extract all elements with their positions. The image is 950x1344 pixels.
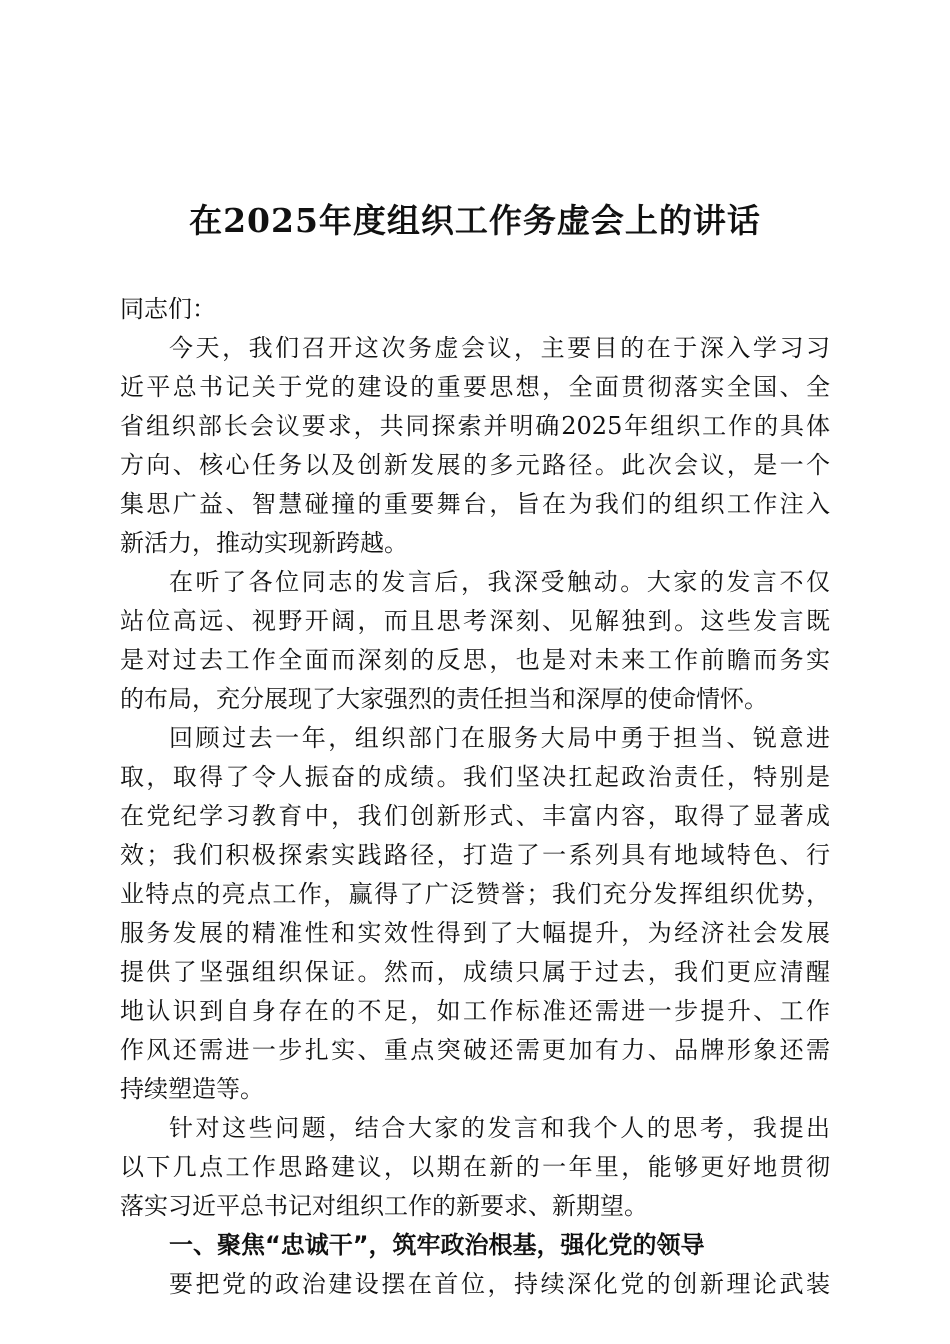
section-heading: 一、聚焦“忠诚干”，筑牢政治根基，强化党的领导 [169,1231,705,1259]
paragraph-line: 持续塑造等。 [120,1075,264,1103]
document-title: 在2025年度组织工作务虚会上的讲话 [189,201,761,240]
paragraph-line: 今天，我们召开这次务虚会议，主要目的在于深入学习习 [169,334,830,362]
paragraph-line: 以下几点工作思路建议，以期在新的一年里，能够更好地贯彻 [120,1153,830,1181]
paragraph-line: 地认识到自身存在的不足，如工作标准还需进一步提升、工作 [120,997,830,1025]
paragraph-line: 要把党的政治建设摆在首位，持续深化党的创新理论武装 [169,1270,830,1298]
paragraph-line: 近平总书记关于党的建设的重要思想，全面贯彻落实全国、全 [120,373,830,401]
paragraph-line: 提供了坚强组织保证。然而，成绩只属于过去，我们更应清醒 [120,958,830,986]
paragraph-line: 在党纪学习教育中，我们创新形式、丰富内容，取得了显著成 [120,802,830,830]
paragraph-line: 效；我们积极探索实践路径，打造了一系列具有地域特色、行 [120,841,830,869]
paragraph-line: 新活力，推动实现新跨越。 [120,529,408,557]
document-body [120,290,830,1304]
paragraph-line: 是对过去工作全面而深刻的反思，也是对未来工作前瞻而务实 [120,646,830,674]
paragraph-line: 回顾过去一年，组织部门在服务大局中勇于担当、锐意进 [169,724,830,752]
paragraph-line: 站位高远、视野开阔，而且思考深刻、见解独到。这些发言既 [120,607,830,635]
paragraph-line: 业特点的亮点工作，赢得了广泛赞誉；我们充分发挥组织优势， [120,880,830,908]
paragraph-line: 服务发展的精准性和实效性得到了大幅提升，为经济社会发展 [120,919,830,947]
paragraph-line: 方向、核心任务以及创新发展的多元路径。此次会议，是一个 [120,451,830,479]
paragraph-line: 省组织部长会议要求，共同探索并明确2025年组织工作的具体 [120,412,830,440]
paragraph-line: 落实习近平总书记对组织工作的新要求、新期望。 [120,1192,648,1220]
salutation: 同志们： [120,295,216,323]
paragraph-line: 取，取得了令人振奋的成绩。我们坚决扛起政治责任，特别是 [120,763,830,791]
paragraph-line: 作风还需进一步扎实、重点突破还需更加有力、品牌形象还需 [120,1036,830,1064]
paragraph-line: 针对这些问题，结合大家的发言和我个人的思考，我提出 [169,1114,830,1142]
paragraph-line: 在听了各位同志的发言后，我深受触动。大家的发言不仅 [169,568,830,596]
paragraph-line: 的布局，充分展现了大家强烈的责任担当和深厚的使命情怀。 [120,685,768,713]
paragraph-line: 集思广益、智慧碰撞的重要舞台，旨在为我们的组织工作注入 [120,490,830,518]
